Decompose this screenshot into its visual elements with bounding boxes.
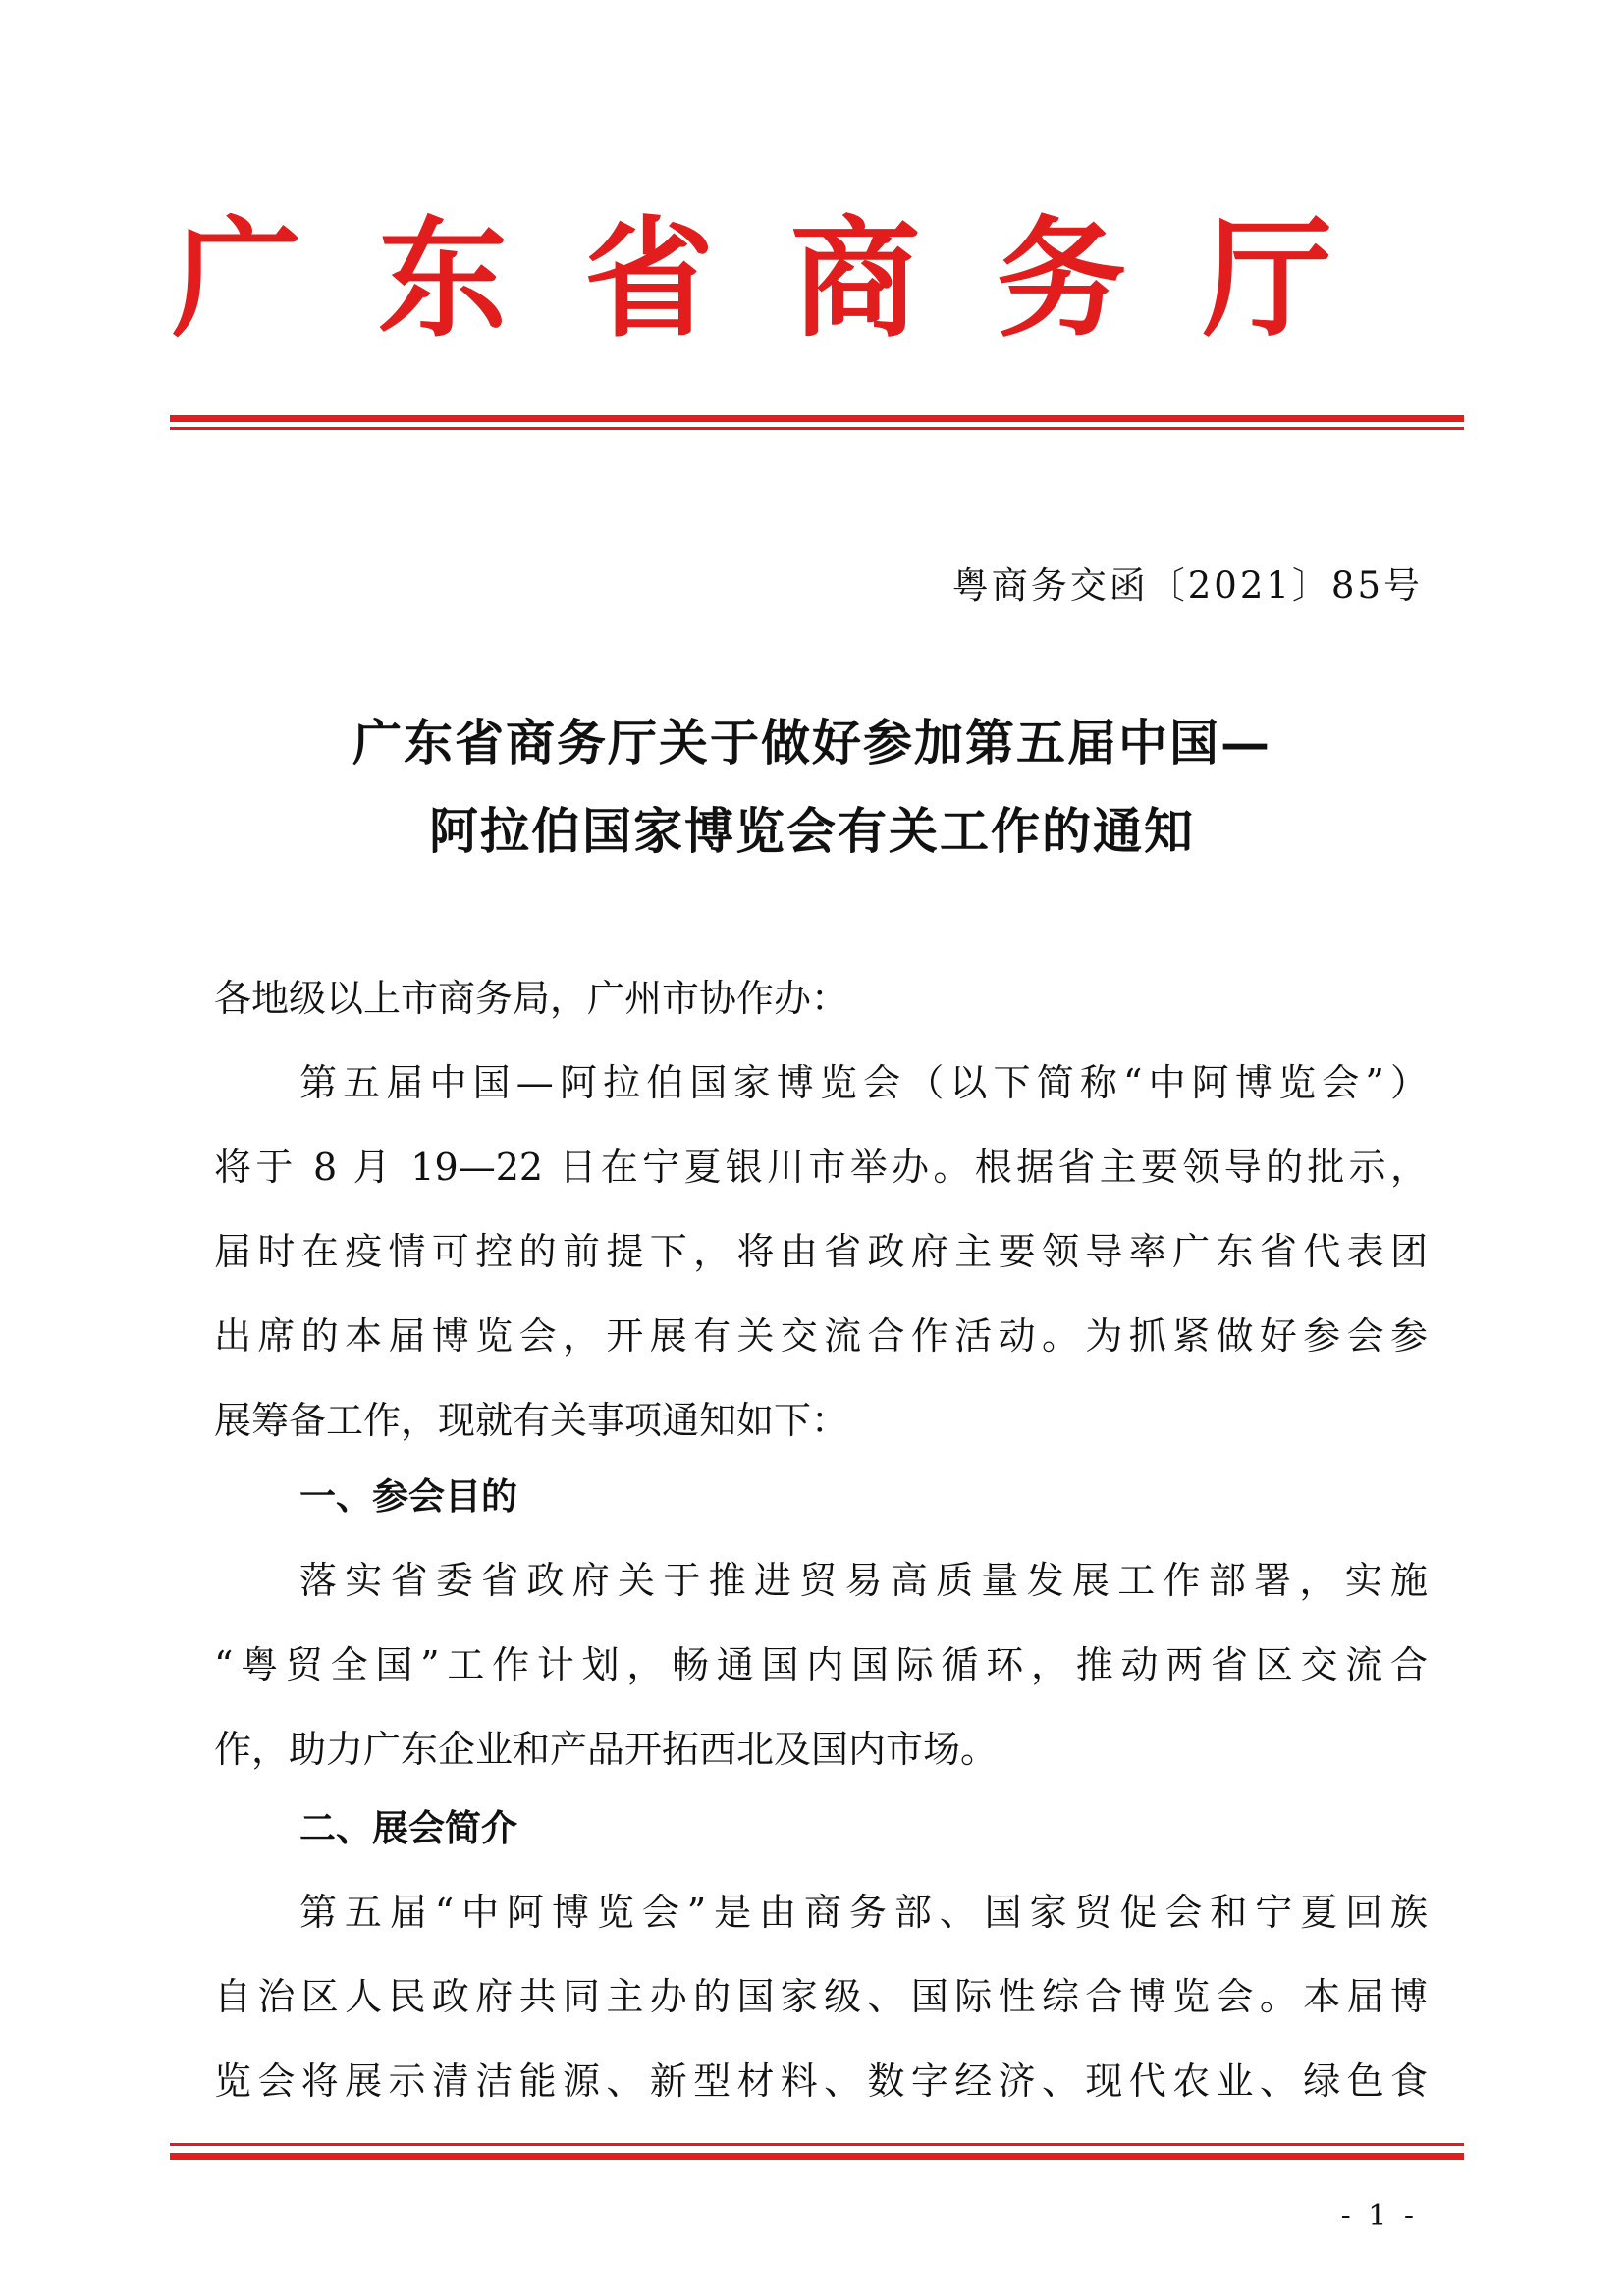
paragraph-3-line: 自治区人民政府共同主办的国家级、国际性综合博览会。本届博 [214, 1975, 1428, 2018]
header-divider-thin [170, 427, 1464, 430]
paragraph-1-line: 第五届中国—阿拉伯国家博览会（以下简称“中阿博览会”） [299, 1061, 1428, 1104]
paragraph-1-line: 出席的本届博览会，开展有关交流合作活动。为抓紧做好参会参 [214, 1314, 1428, 1358]
issuing-authority-title: 广东省商务厅 [172, 203, 1409, 355]
footer-divider-thick [170, 2153, 1464, 2160]
section-heading-2: 二、展会简介 [299, 1807, 517, 1849]
paragraph-1-line: 展筹备工作，现就有关事项通知如下： [214, 1399, 849, 1442]
document-title-line-2: 阿拉伯国家博览会有关工作的通知 [429, 802, 1195, 860]
header-divider-thick [170, 415, 1464, 422]
document-title-line-1: 广东省商务厅关于做好参加第五届中国— [352, 714, 1272, 772]
paragraph-2-line: 作，助力广东企业和产品开拓西北及国内市场。 [214, 1728, 999, 1771]
paragraph-2-line: 落实省委省政府关于推进贸易高质量发展工作部署，实施 [299, 1559, 1428, 1602]
document-number: 粤商务交函〔2021〕85号 [951, 564, 1423, 607]
paragraph-1-line: 届时在疫情可控的前提下，将由省政府主要领导率广东省代表团 [214, 1230, 1428, 1273]
salutation: 各地级以上市商务局，广州市协作办： [214, 977, 849, 1020]
section-heading-1: 一、参会目的 [299, 1475, 517, 1518]
paragraph-3-line: 览会将展示清洁能源、新型材料、数字经济、现代农业、绿色食 [214, 2059, 1428, 2103]
paragraph-3-line: 第五届“中阿博览会”是由商务部、国家贸促会和宁夏回族 [299, 1891, 1428, 1934]
page-number: - 1 - [1340, 2199, 1418, 2233]
footer-divider-thin [170, 2143, 1464, 2146]
paragraph-2-line: “粤贸全国”工作计划，畅通国内国际循环，推动两省区交流合 [214, 1643, 1428, 1686]
paragraph-1-line: 将于 8 月 19—22 日在宁夏银川市举办。根据省主要领导的批示， [214, 1146, 1428, 1189]
